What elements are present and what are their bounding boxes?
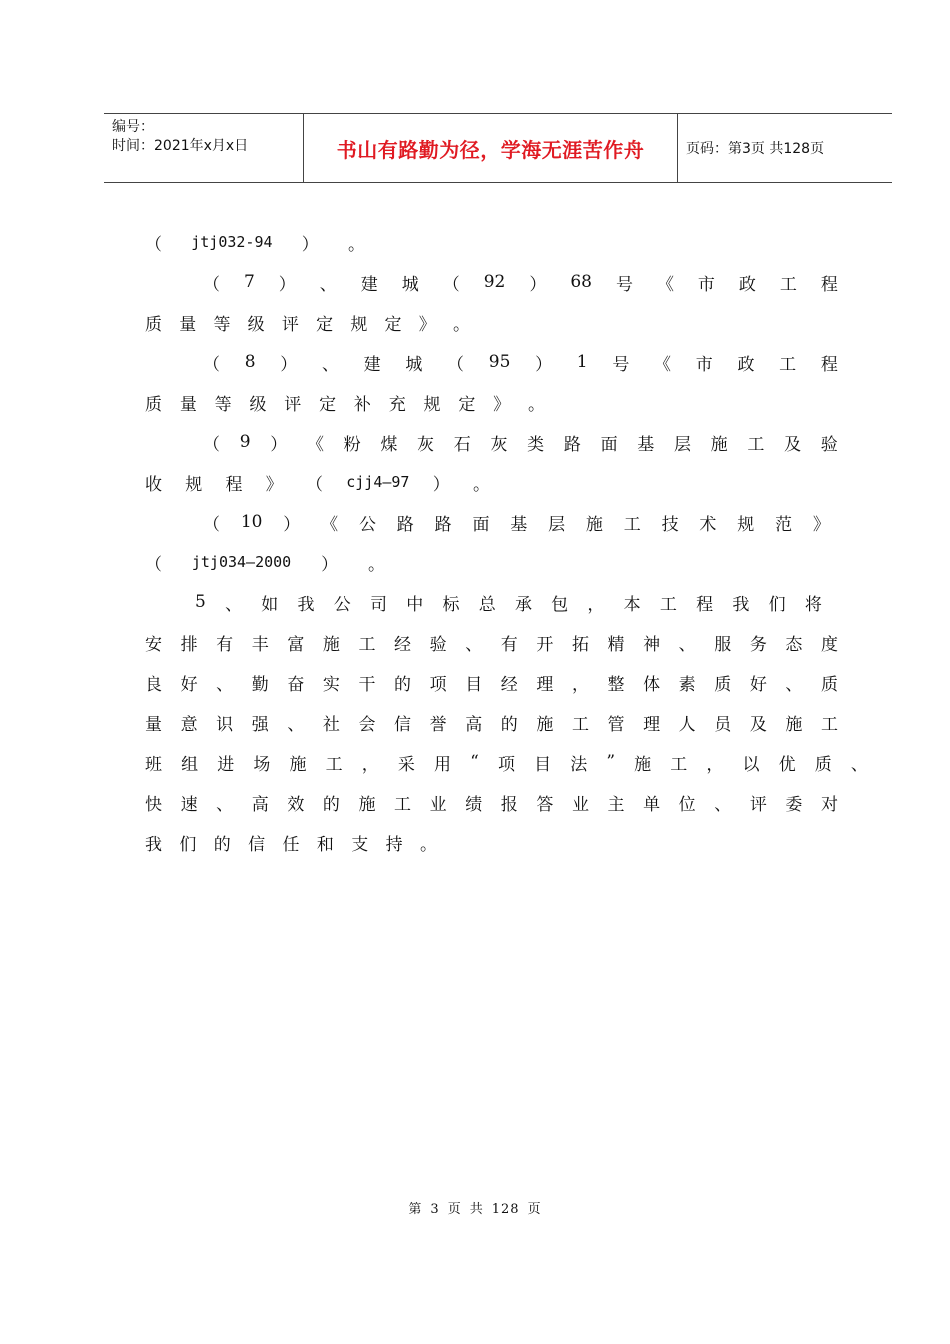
text-token: 路 bbox=[434, 514, 452, 535]
footer-part: 页 bbox=[527, 1202, 542, 1217]
text-token: （ bbox=[145, 554, 162, 575]
text-token: 态 bbox=[785, 634, 803, 655]
text-token: 7 bbox=[243, 272, 255, 292]
text-token: 及 bbox=[749, 714, 767, 735]
document-time-label: 时间：2021年x月x日 bbox=[112, 138, 249, 154]
text-token: 人 bbox=[678, 714, 696, 735]
text-token: 技 bbox=[661, 514, 679, 535]
text-token: 精 bbox=[607, 634, 625, 655]
text-token: 经 bbox=[394, 634, 412, 655]
text-token: 和 bbox=[316, 834, 334, 855]
text-token: 司 bbox=[370, 594, 387, 615]
text-token: 、 bbox=[465, 634, 483, 655]
text-token: 面 bbox=[600, 434, 618, 455]
text-token: 建 bbox=[363, 354, 381, 375]
text-token: 我 bbox=[145, 834, 162, 855]
text-token: 量 bbox=[145, 714, 162, 735]
text-line bbox=[145, 230, 365, 254]
text-token: 、 bbox=[785, 674, 803, 695]
text-token: 位 bbox=[678, 794, 696, 815]
text-token: 粉 bbox=[343, 434, 361, 455]
text-token: 施 bbox=[634, 754, 652, 775]
footer-part: 页 bbox=[447, 1202, 462, 1217]
text-token: 我 bbox=[297, 594, 315, 615]
text-token: 场 bbox=[253, 754, 271, 775]
text-token: 务 bbox=[749, 634, 767, 655]
text-token: ） bbox=[301, 234, 319, 255]
text-token: 誉 bbox=[429, 714, 447, 735]
text-token: 施 bbox=[585, 514, 603, 535]
text-token: 《 bbox=[654, 354, 672, 375]
text-token: 工 bbox=[779, 274, 797, 295]
text-token: 路 bbox=[396, 514, 414, 535]
text-token: 高 bbox=[465, 714, 483, 735]
text-token: 持 bbox=[385, 834, 403, 855]
text-token: 包 bbox=[551, 594, 569, 615]
header-motto: 书山有路勤为径，学海无涯苦作舟 bbox=[336, 137, 645, 162]
text-token: 补 bbox=[353, 394, 371, 415]
text-line bbox=[145, 710, 838, 734]
text-line bbox=[203, 510, 830, 534]
text-token: 《 bbox=[656, 274, 674, 295]
text-token: 基 bbox=[637, 434, 655, 455]
text-token: 、 bbox=[678, 634, 696, 655]
text-token: 。 bbox=[527, 394, 545, 415]
text-token: 委 bbox=[785, 794, 803, 815]
text-token: 强 bbox=[251, 714, 269, 735]
text-token: 、 bbox=[714, 794, 732, 815]
text-token: （ bbox=[306, 474, 323, 495]
text-token: 程 bbox=[820, 274, 838, 295]
text-token: 路 bbox=[563, 434, 581, 455]
text-token: 整 bbox=[607, 674, 625, 695]
text-token: 石 bbox=[453, 434, 471, 455]
text-token: 面 bbox=[472, 514, 490, 535]
text-token: 建 bbox=[360, 274, 378, 295]
text-token: 项 bbox=[429, 674, 447, 695]
text-token: 。 bbox=[367, 554, 385, 575]
text-token: ） bbox=[535, 354, 553, 375]
text-token: 、 bbox=[287, 714, 305, 735]
text-token: 丰 bbox=[251, 634, 269, 655]
text-token: 92 bbox=[483, 272, 506, 292]
text-token: 量 bbox=[179, 314, 197, 335]
text-token: 拓 bbox=[571, 634, 589, 655]
text-token: 城 bbox=[401, 274, 419, 295]
text-token: 市 bbox=[695, 354, 713, 375]
text-token: 目 bbox=[465, 674, 483, 695]
text-token: 》 bbox=[812, 514, 830, 535]
text-token: 用 bbox=[434, 754, 451, 775]
text-token: 好 bbox=[180, 674, 198, 695]
text-token: 施 bbox=[710, 434, 728, 455]
text-token: 施 bbox=[322, 634, 340, 655]
text-token: 社 bbox=[322, 714, 340, 735]
text-token: ） bbox=[529, 274, 547, 295]
footer-part: 128 bbox=[491, 1202, 520, 1217]
text-token: 术 bbox=[699, 514, 717, 535]
text-token: ， bbox=[587, 594, 605, 615]
text-token: 安 bbox=[145, 634, 162, 655]
text-token: 意 bbox=[180, 714, 198, 735]
text-token: 程 bbox=[820, 354, 838, 375]
footer-part: 3 bbox=[430, 1202, 440, 1217]
text-line bbox=[195, 590, 822, 614]
text-token: ） bbox=[270, 434, 288, 455]
text-token: 以 bbox=[742, 754, 760, 775]
text-token: 报 bbox=[500, 794, 518, 815]
text-token: 理 bbox=[536, 674, 554, 695]
text-token: 开 bbox=[536, 634, 554, 655]
text-token: 绩 bbox=[465, 794, 483, 815]
text-token: 等 bbox=[214, 394, 232, 415]
text-token: ） bbox=[321, 554, 339, 575]
document-number-label: 编号： bbox=[112, 119, 154, 135]
text-token: 工 bbox=[325, 754, 343, 775]
text-token: 度 bbox=[820, 634, 838, 655]
text-token: （ bbox=[447, 354, 465, 375]
text-token: jtj034—2000 bbox=[191, 553, 292, 571]
text-token: 承 bbox=[514, 594, 532, 615]
text-token: 评 bbox=[749, 794, 767, 815]
text-token: 等 bbox=[213, 314, 231, 335]
text-token: 。 bbox=[347, 234, 365, 255]
text-token: 灰 bbox=[417, 434, 435, 455]
text-token: 支 bbox=[351, 834, 369, 855]
text-token: 我 bbox=[732, 594, 750, 615]
text-token: “ bbox=[470, 752, 479, 772]
text-line bbox=[203, 270, 838, 294]
text-token: 体 bbox=[643, 674, 661, 695]
text-token: 规 bbox=[423, 394, 441, 415]
text-token: 施 bbox=[785, 714, 803, 735]
text-token: 、 bbox=[216, 674, 234, 695]
text-token: 神 bbox=[643, 634, 661, 655]
text-token: ” bbox=[606, 752, 616, 772]
text-token: 8 bbox=[244, 352, 256, 372]
text-token: 工 bbox=[747, 434, 765, 455]
text-token: 城 bbox=[405, 354, 423, 375]
text-token: 、 bbox=[850, 754, 868, 775]
text-token: 质 bbox=[714, 674, 732, 695]
text-token: 施 bbox=[536, 714, 554, 735]
text-token: 层 bbox=[548, 514, 566, 535]
text-token: 验 bbox=[429, 634, 447, 655]
text-token: 定 bbox=[319, 394, 337, 415]
text-token: 施 bbox=[289, 754, 307, 775]
header-page-info: 页码：第3页 共128页 bbox=[686, 141, 825, 157]
text-token: 类 bbox=[527, 434, 545, 455]
text-token: 富 bbox=[287, 634, 305, 655]
text-token: 员 bbox=[714, 714, 732, 735]
text-token: 工 bbox=[571, 714, 589, 735]
text-token: 煤 bbox=[380, 434, 398, 455]
text-token: 政 bbox=[737, 354, 755, 375]
text-token: 对 bbox=[820, 794, 838, 815]
text-token: 将 bbox=[804, 594, 822, 615]
text-token: 》 bbox=[265, 474, 283, 495]
text-token: 号 bbox=[612, 354, 630, 375]
text-token: 灰 bbox=[490, 434, 508, 455]
text-token: 干 bbox=[358, 674, 376, 695]
text-token: （ bbox=[145, 234, 162, 255]
text-token: 市 bbox=[697, 274, 715, 295]
text-line bbox=[145, 790, 838, 814]
text-token: （ bbox=[203, 274, 220, 295]
text-line bbox=[203, 430, 838, 454]
text-token: 采 bbox=[397, 754, 415, 775]
text-token: 业 bbox=[571, 794, 589, 815]
text-token: 管 bbox=[607, 714, 625, 735]
text-token: 工 bbox=[623, 514, 641, 535]
text-token: 奋 bbox=[287, 674, 305, 695]
text-token: 素 bbox=[678, 674, 696, 695]
text-token: 《 bbox=[306, 434, 324, 455]
text-token: 程 bbox=[696, 594, 714, 615]
text-line bbox=[145, 470, 490, 494]
text-token: 工 bbox=[779, 354, 797, 375]
text-token: 的 bbox=[213, 834, 231, 855]
text-line bbox=[145, 310, 470, 334]
text-token: 质 bbox=[145, 394, 162, 415]
text-token: 服 bbox=[714, 634, 732, 655]
text-token: 信 bbox=[394, 714, 412, 735]
text-token: 、 bbox=[321, 354, 339, 375]
text-token: 法 bbox=[570, 754, 588, 775]
text-token: 验 bbox=[820, 434, 838, 455]
text-token: 的 bbox=[394, 674, 412, 695]
text-token: jtj032-94 bbox=[191, 233, 273, 251]
text-token: 5 bbox=[195, 592, 206, 612]
text-token: 收 bbox=[145, 474, 162, 495]
text-line bbox=[145, 830, 437, 854]
text-token: 、 bbox=[319, 274, 337, 295]
text-token: 高 bbox=[251, 794, 269, 815]
text-token: 工 bbox=[358, 634, 376, 655]
text-token: 政 bbox=[738, 274, 756, 295]
text-token: （ bbox=[203, 354, 220, 375]
text-token: 答 bbox=[536, 794, 554, 815]
text-token: cjj4—97 bbox=[346, 473, 410, 491]
text-token: （ bbox=[203, 434, 220, 455]
text-token: 《 bbox=[321, 514, 339, 535]
text-token: 优 bbox=[778, 754, 796, 775]
text-line bbox=[203, 350, 838, 374]
text-token: 们 bbox=[179, 834, 197, 855]
text-token: 效 bbox=[287, 794, 305, 815]
text-token: ， bbox=[361, 754, 379, 775]
text-token: 班 bbox=[145, 754, 162, 775]
text-token: 10 bbox=[240, 512, 263, 532]
text-token: 》 bbox=[418, 314, 436, 335]
text-line bbox=[145, 750, 868, 774]
text-token: 层 bbox=[673, 434, 691, 455]
text-token: 信 bbox=[248, 834, 266, 855]
text-token: 工 bbox=[394, 794, 412, 815]
text-token: 实 bbox=[322, 674, 340, 695]
text-token: 定 bbox=[458, 394, 476, 415]
text-token: 目 bbox=[534, 754, 552, 775]
text-token: 定 bbox=[384, 314, 402, 335]
text-token: 们 bbox=[768, 594, 786, 615]
text-token: 项 bbox=[497, 754, 515, 775]
text-token: 会 bbox=[358, 714, 376, 735]
text-token: 排 bbox=[180, 634, 198, 655]
text-token: （ bbox=[203, 514, 220, 535]
text-token: 公 bbox=[333, 594, 351, 615]
page-footer bbox=[0, 1198, 950, 1217]
text-token: 。 bbox=[420, 834, 437, 855]
text-token: ， bbox=[706, 754, 724, 775]
text-token: 工 bbox=[670, 754, 688, 775]
text-token: 本 bbox=[623, 594, 641, 615]
text-token: 好 bbox=[749, 674, 767, 695]
text-token: 如 bbox=[261, 594, 279, 615]
text-token: 级 bbox=[247, 314, 265, 335]
text-token: 评 bbox=[284, 394, 302, 415]
text-line bbox=[145, 390, 545, 414]
text-token: 勤 bbox=[251, 674, 269, 695]
text-token: 任 bbox=[282, 834, 300, 855]
text-token: ） bbox=[280, 354, 298, 375]
text-token: 标 bbox=[442, 594, 460, 615]
text-token: ） bbox=[283, 514, 301, 535]
text-token: 9 bbox=[239, 432, 251, 452]
text-token: 规 bbox=[185, 474, 203, 495]
text-token: 。 bbox=[452, 314, 470, 335]
text-token: 质 bbox=[145, 314, 162, 335]
text-line bbox=[145, 550, 385, 574]
text-token: 、 bbox=[225, 594, 243, 615]
text-token: 及 bbox=[784, 434, 802, 455]
text-token: ） bbox=[432, 474, 450, 495]
text-token: 快 bbox=[145, 794, 162, 815]
text-token: 良 bbox=[145, 674, 162, 695]
text-token: 理 bbox=[643, 714, 661, 735]
text-token: 有 bbox=[216, 634, 234, 655]
text-token: 规 bbox=[737, 514, 755, 535]
text-token: 评 bbox=[281, 314, 299, 335]
text-token: 公 bbox=[358, 514, 376, 535]
text-line bbox=[145, 670, 838, 694]
text-token: ， bbox=[571, 674, 589, 695]
text-token: 中 bbox=[406, 594, 424, 615]
text-token: 号 bbox=[615, 274, 633, 295]
footer-part: 第 bbox=[408, 1202, 423, 1217]
text-token: 、 bbox=[216, 794, 234, 815]
text-token: 充 bbox=[388, 394, 406, 415]
text-token: 总 bbox=[478, 594, 496, 615]
text-token: 业 bbox=[429, 794, 447, 815]
text-token: 级 bbox=[249, 394, 267, 415]
text-token: 。 bbox=[472, 474, 490, 495]
text-token: 95 bbox=[488, 352, 511, 372]
text-token: 速 bbox=[180, 794, 198, 815]
text-token: 经 bbox=[500, 674, 518, 695]
text-token: 规 bbox=[350, 314, 368, 335]
text-token: 识 bbox=[216, 714, 234, 735]
text-token: 单 bbox=[643, 794, 661, 815]
text-token: 范 bbox=[775, 514, 793, 535]
text-token: 基 bbox=[510, 514, 528, 535]
text-token: 主 bbox=[607, 794, 625, 815]
text-token: 工 bbox=[659, 594, 677, 615]
text-token: 68 bbox=[570, 272, 592, 292]
text-token: 量 bbox=[179, 394, 197, 415]
text-token: 工 bbox=[820, 714, 838, 735]
text-token: 质 bbox=[820, 674, 838, 695]
text-token: 质 bbox=[814, 754, 832, 775]
text-token: 1 bbox=[576, 352, 588, 372]
text-token: 组 bbox=[181, 754, 199, 775]
text-token: 进 bbox=[217, 754, 235, 775]
text-token: 的 bbox=[322, 794, 340, 815]
text-token: 程 bbox=[225, 474, 243, 495]
text-token: 》 bbox=[493, 394, 511, 415]
footer-part: 共 bbox=[469, 1202, 484, 1217]
text-token: 有 bbox=[500, 634, 518, 655]
text-token: 施 bbox=[358, 794, 376, 815]
text-token: （ bbox=[442, 274, 460, 295]
text-line bbox=[145, 630, 838, 654]
text-token: 定 bbox=[316, 314, 334, 335]
text-token: 的 bbox=[500, 714, 518, 735]
text-token: ） bbox=[278, 274, 296, 295]
